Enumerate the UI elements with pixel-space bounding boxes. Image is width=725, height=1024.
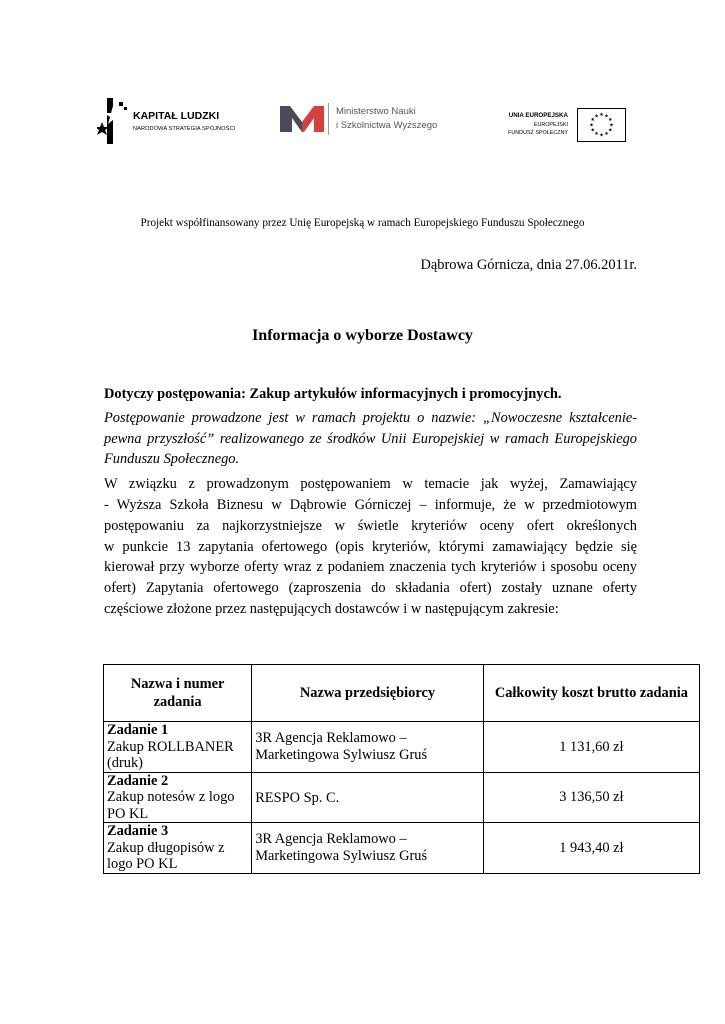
eu-line2: EUROPEJSKI <box>533 122 568 128</box>
table-row <box>104 823 700 874</box>
company-name: 3R Agencja Reklamowo – Marketingowa Sylwiusz Gruś <box>255 730 428 763</box>
eu-logo <box>490 107 626 143</box>
kapital-ludzki-star-icon <box>97 98 131 144</box>
main-paragraph <box>104 474 637 620</box>
eu-flag-icon <box>577 108 626 142</box>
eu-line1: UNIA EUROPEJSKA <box>508 112 568 119</box>
document-body <box>104 384 637 620</box>
column-header-company: Nazwa przedsiębiorcy <box>252 665 484 722</box>
ministry-line2: i Szkolnictwa Wyższego <box>336 120 438 131</box>
task-cell <box>104 823 252 874</box>
task-name: Zadanie 1 <box>107 722 169 738</box>
cost-cell: 1 943,40 zł <box>483 823 699 874</box>
column-header-task: Nazwa i numer zadania <box>104 665 252 722</box>
kapital-ludzki-logo <box>97 98 247 144</box>
task-name: Zadanie 2 <box>107 772 169 789</box>
task-description: Zakup długopisów z logo PO KL <box>107 839 225 872</box>
column-header-cost: Całkowity koszt brutto zadania <box>483 665 699 722</box>
task-cell <box>104 772 252 823</box>
logo-bar <box>0 95 725 150</box>
task-name: Zadanie 3 <box>107 823 169 839</box>
svg-text:★: ★ <box>594 131 599 138</box>
company-name: 3R Agencja Reklamowo – Marketingowa Sylwiusz Gruś <box>255 831 428 864</box>
ministry-line1: Ministerstwo Nauki <box>336 106 416 117</box>
ministry-separator <box>328 103 329 135</box>
italic-line: pewna przyszłość” realizowanego ze środków Unii Europejskiej w ramach Europejskiego <box>104 430 637 447</box>
kapital-ludzki-subtitle: NARODOWA STRATEGIA SPÓJNOŚCI <box>133 126 236 132</box>
company-name: RESPO Sp. C. <box>255 789 340 806</box>
ministry-mark-icon <box>280 106 324 132</box>
paragraph-line: częściowe złożone przez następujących dostawców i w następującym zakresie: <box>104 600 559 617</box>
company-cell <box>252 823 484 874</box>
svg-text:★: ★ <box>589 122 594 129</box>
eu-line3: FUNDUSZ SPOŁECZNY <box>508 130 568 136</box>
company-cell <box>252 722 484 773</box>
svg-text:★: ★ <box>604 113 609 120</box>
document-title: Informacja o wyborze Dostawcy <box>252 327 473 344</box>
paragraph-line: w punkcie 13 zapytania ofertowego (opis kryteriów, którymi zamawiający będzie się <box>104 538 637 555</box>
cost-cell: 1 131,60 zł <box>483 722 699 773</box>
paragraph-line: - Wyższa Szkoła Biznesu w Dąbrowie Górniczej – informuje, że w przedmiotowym <box>104 496 637 513</box>
svg-text:★: ★ <box>599 112 604 118</box>
svg-text:★: ★ <box>594 113 599 120</box>
svg-text:★: ★ <box>599 132 604 139</box>
suppliers-table <box>103 664 700 874</box>
document-date: Dąbrowa Górnicza, dnia 27.06.2011r. <box>420 257 637 273</box>
task-description: Zakup notesów z logo PO KL <box>107 789 235 822</box>
svg-text:★: ★ <box>607 117 613 123</box>
paragraph-line: postępowaniu za najkorzystniejsze w świetle kryteriów oceny ofert określonych <box>104 517 637 534</box>
svg-text:★: ★ <box>590 117 596 123</box>
project-cofinancing-line: Projekt współfinansowany przez Unię Europejską w ramach Europejskiego Funduszu Społecznego <box>140 217 585 229</box>
paragraph-line: W związku z prowadzonym postępowaniem w temacie jak wyżej, Zamawiający <box>104 476 637 493</box>
paragraph-line: ofert) Zapytania ofertowego (zaproszenia do składania ofert) zostały uznane oferty <box>104 580 637 597</box>
ministry-logo <box>280 103 450 133</box>
italic-line: Funduszu Społecznego. <box>104 451 240 468</box>
table-header-row <box>104 665 700 722</box>
task-cell <box>104 722 252 773</box>
cost-cell: 3 136,50 zł <box>483 772 699 823</box>
paragraph-line: kierował przy wyborze oferty wraz z podaniem znaczenia tych kryteriów i sposobu oceny <box>104 559 637 576</box>
kapital-ludzki-title: KAPITAŁ LUDZKI <box>133 110 220 122</box>
svg-text:★: ★ <box>604 131 609 138</box>
svg-text:★: ★ <box>590 127 596 134</box>
table-row <box>104 772 700 823</box>
italic-line: Postępowanie prowadzone jest w ramach projektu o nazwie: „Nowoczesne kształcenie- <box>104 409 637 426</box>
company-cell <box>252 772 484 823</box>
project-description <box>104 408 637 470</box>
table-row <box>104 722 700 773</box>
svg-text:★: ★ <box>609 122 614 129</box>
subject-line: Dotyczy postępowania: Zakup artykułów informacyjnych i promocyjnych. <box>104 386 562 402</box>
task-description: Zakup ROLLBANER (druk) <box>107 738 234 771</box>
svg-text:★: ★ <box>607 127 613 134</box>
